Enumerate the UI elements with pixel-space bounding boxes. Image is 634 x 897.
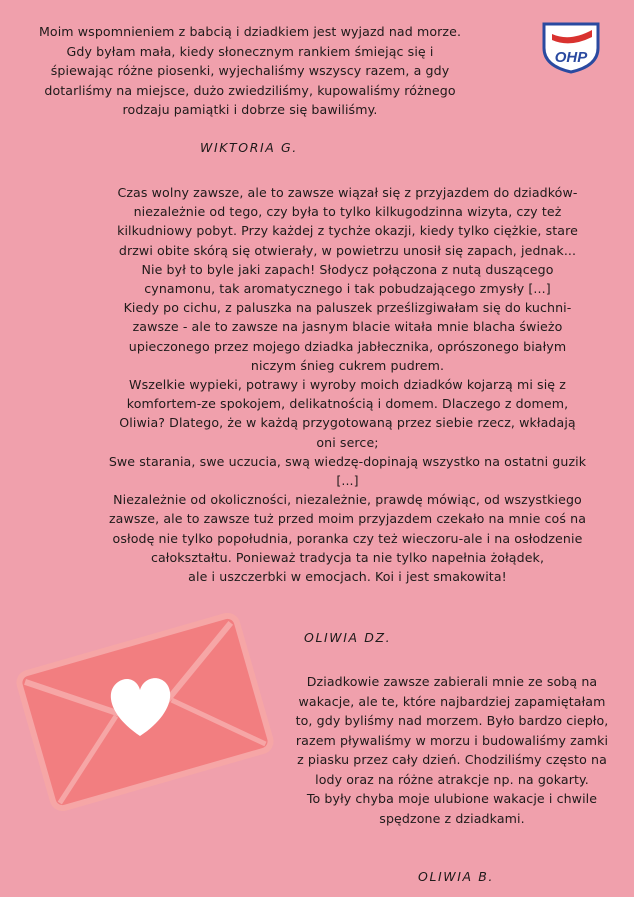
text-line: wakacje, ale te, które najbardziej zapamiętałam bbox=[298, 693, 606, 709]
text-line: zawsze - ale to zawsze na jasnym blacie witała mnie blacha świeżo bbox=[132, 319, 563, 335]
text-line: To były chyba moje ulubione wakacje i chwile bbox=[306, 791, 598, 806]
text-line: osłodę nie tylko popołudnia, poranka czy też wieczoru-ale i na osłodzenie bbox=[112, 530, 583, 546]
memory-paragraph-3 bbox=[280, 672, 624, 828]
text-line: to, gdy byliśmy nad morzem. Było bardzo ciepło, bbox=[295, 713, 609, 728]
text-line: Czas wolny zawsze, ale to zawsze wiązał się z przyjazdem do dziadków- bbox=[117, 185, 578, 200]
text-line: dotarliśmy na miejsce, dużo zwiedziliśmy, kupowaliśmy różnego bbox=[44, 82, 456, 98]
text-line: spędzone z dziadkami. bbox=[379, 810, 525, 826]
text-line: Nie był to byle jaki zapach! Słodycz połączona z nutą duszącego bbox=[141, 261, 554, 277]
text-line: Kiedy po cichu, z paluszka na paluszek prześlizgiwałam się do kuchni- bbox=[123, 300, 572, 316]
memory-paragraph-1 bbox=[20, 22, 480, 120]
text-line: Wszelkie wypieki, potrawy i wyroby moich dziadków kojarzą mi się z bbox=[129, 377, 566, 393]
text-line: cynamonu, tak aromatycznego i tak pobudzającego zmysły [...] bbox=[144, 281, 551, 297]
text-line: Gdy byłam mała, kiedy słonecznym rankiem śmiejąc się i bbox=[66, 43, 434, 59]
author-signature-2: OLIWIA DZ. bbox=[304, 630, 392, 645]
logo-text: OHP bbox=[554, 49, 588, 66]
author-signature-3: OLIWIA B. bbox=[418, 869, 495, 884]
text-line: kilkudniowy pobyt. Przy każdej z tychże okazji, kiedy tylko ciężkie, stare bbox=[117, 223, 578, 239]
envelope-heart-icon bbox=[12, 612, 278, 812]
memory-paragraph-2 bbox=[85, 183, 610, 586]
text-line: śpiewając różne piosenki, wyjechaliśmy wszyscy razem, a gdy bbox=[50, 63, 450, 78]
text-line: komfortem-ze spokojem, delikatnością i domem. Dlaczego z domem, bbox=[126, 396, 569, 412]
ohp-logo bbox=[540, 18, 602, 74]
text-line: lody oraz na różne atrakcje np. na gokarty. bbox=[315, 771, 589, 787]
text-line: całokształtu. Ponieważ tradycja ta nie tylko napełnia żołądek, bbox=[150, 549, 545, 565]
text-line: zawsze, ale to zawsze tuż przed moim przyjazdem czekało na mnie coś na bbox=[108, 511, 587, 527]
text-line: oni serce; bbox=[316, 434, 379, 450]
text-line: Dziadkowie zawsze zabierali mnie ze sobą na bbox=[306, 674, 598, 689]
text-line: Moim wspomnieniem z babcią i dziadkiem jest wyjazd nad morze. bbox=[38, 24, 462, 39]
text-line: upieczonego przez mojego dziadka jabłecznika, oprószonego białym bbox=[128, 338, 567, 354]
text-line: niezależnie od tego, czy była to tylko kilkugodzinna wizyta, czy też bbox=[133, 204, 562, 220]
text-line: z piasku przez cały dzień. Chodziliśmy często na bbox=[297, 752, 607, 767]
text-line: rodzaju pamiątki i dobrze się bawiliśmy. bbox=[122, 102, 378, 117]
author-signature-1: WIKTORIA G. bbox=[200, 140, 298, 155]
text-line: Swe starania, swe uczucia, swą wiedzę-dopinają wszystko na ostatni guzik bbox=[108, 453, 587, 469]
text-line: razem pływaliśmy w morzu i budowaliśmy zamki bbox=[295, 732, 609, 748]
text-line: drzwi obite skórą się otwierały, w powietrzu unosił się zapach, jednak... bbox=[118, 242, 577, 258]
text-line: niczym śnieg cukrem pudrem. bbox=[250, 357, 445, 373]
text-line: Niezależnie od okoliczności, niezależnie, prawdę mówiąc, od wszystkiego bbox=[113, 492, 582, 508]
text-line: ale i uszczerbki w emocjach. Koi i jest smakowita! bbox=[188, 569, 507, 585]
text-line: Oliwia? Dlatego, że w każdą przygotowaną przez siebie rzecz, wkładają bbox=[119, 415, 576, 431]
text-line: [...] bbox=[336, 473, 359, 489]
